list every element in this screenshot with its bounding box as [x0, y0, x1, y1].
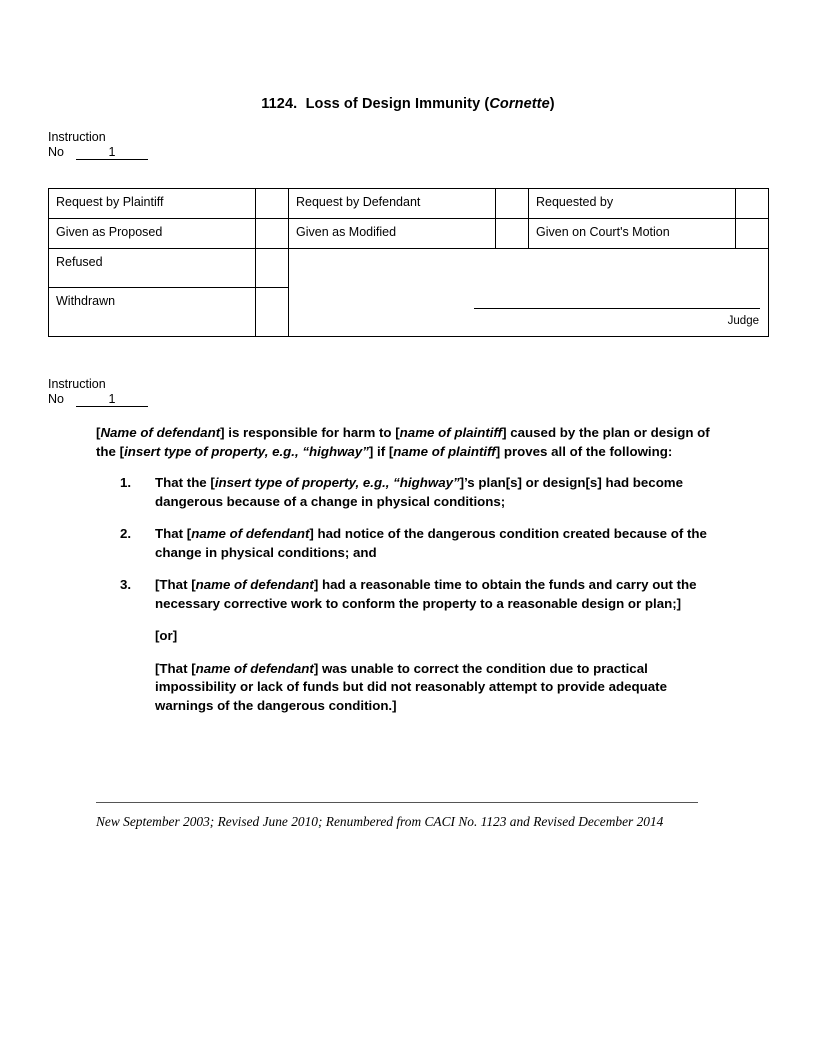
instruction-number-header-top	[48, 130, 148, 160]
or-separator: [or]	[155, 628, 178, 643]
cell-given-as-modified: Given as Modified	[289, 219, 496, 249]
cell-refused: Refused	[49, 249, 256, 288]
list-marker-1: 1.	[120, 475, 132, 490]
judge-signature-cell	[289, 249, 769, 337]
intro-paragraph	[96, 424, 716, 461]
checkbox-request-by-defendant[interactable]	[496, 189, 529, 219]
intro-part-4: ] if [	[368, 443, 394, 459]
checkbox-given-as-proposed[interactable]	[256, 219, 289, 249]
title-paren-open: (	[480, 96, 490, 112]
intro-part-3: ] caused by the plan or design of the [	[96, 425, 710, 459]
title-number: 1124.	[261, 96, 298, 112]
list-marker-2: 2.	[120, 526, 132, 541]
placeholder-name-of-plaintiff: name of plaintiff	[399, 425, 503, 440]
item3-part-2: ] had a reasonable time to obtain the funds and carry out the necessary corrective work to conform the property to a reasonable design or plan;]	[155, 577, 697, 611]
placeholder-name-of-plaintiff-2: name of plaintiff	[393, 443, 496, 459]
table-row	[49, 249, 769, 288]
placeholder-name-of-defendant: name of defendant	[195, 660, 314, 676]
instruction-body	[96, 424, 716, 715]
footer-divider	[96, 802, 698, 803]
title-case-name: Cornette	[489, 96, 550, 112]
checkbox-given-on-courts-motion[interactable]	[736, 219, 769, 249]
placeholder-name-of-defendant: name of defendant	[191, 526, 310, 541]
checkbox-given-as-modified[interactable]	[496, 219, 529, 249]
cell-given-on-courts-motion: Given on Court's Motion	[529, 219, 736, 249]
instruction-number-row	[48, 145, 148, 160]
placeholder-type-of-property: insert type of property, e.g., “highway”	[214, 475, 460, 490]
instruction-label-line2: No	[48, 145, 64, 159]
item2-part-1: That [	[155, 526, 192, 541]
alternative-paragraph	[96, 660, 716, 716]
instruction-label-line1: Instruction	[48, 377, 106, 391]
revision-history-note: New September 2003; Revised June 2010; Renumbered from CACI No. 1123 and Revised December 2014	[96, 814, 664, 829]
cell-request-by-defendant: Request by Defendant	[289, 189, 496, 219]
signature-line[interactable]	[474, 308, 760, 309]
item1-part-1: That the [	[155, 475, 215, 490]
instruction-number-header-body	[48, 377, 148, 407]
intro-part-2: ] is responsible for harm to [	[220, 425, 400, 440]
page-title	[0, 96, 816, 112]
signature-area	[296, 255, 761, 330]
instruction-label-line2: No	[48, 392, 64, 406]
checkbox-refused[interactable]	[256, 249, 289, 288]
alt-part-1: [That [	[155, 660, 196, 676]
item1-part-2: ]’s plan[s] or design[s] had become dangerous because of a change in physical conditions;	[155, 475, 684, 509]
cell-given-as-proposed: Given as Proposed	[49, 219, 256, 249]
intro-part-5: ] proves all of the following:	[495, 443, 673, 459]
instruction-number-field[interactable]: 1	[76, 145, 148, 160]
table-row	[49, 189, 769, 219]
instruction-status-table	[48, 188, 769, 337]
signature-label: Judge	[727, 315, 759, 327]
checkbox-request-by-plaintiff[interactable]	[256, 189, 289, 219]
alt-part-2: ] was unable to correct the condition due to practical impossibility or lack of funds but did not reasonably attempt to provide adequate warnings of the dangerous condition.]	[155, 660, 667, 713]
list-marker-3: 3.	[120, 577, 132, 592]
cell-requested-by: Requested by	[529, 189, 736, 219]
instruction-label-line1: Instruction	[48, 130, 106, 144]
placeholder-type-of-property: insert type of property, e.g., “highway”	[124, 443, 369, 459]
list-item	[96, 474, 716, 511]
item2-part-2: ] had notice of the dangerous condition created because of the change in physical conditions; and	[155, 526, 707, 560]
instruction-number-row	[48, 392, 148, 407]
cell-withdrawn: Withdrawn	[49, 288, 256, 337]
checkbox-withdrawn[interactable]	[256, 288, 289, 337]
list-item	[96, 576, 716, 613]
checkbox-requested-by[interactable]	[736, 189, 769, 219]
title-main: Loss of Design Immunity	[305, 96, 481, 112]
intro-part-1: [	[96, 425, 101, 440]
item3-part-1: [That [	[155, 577, 196, 592]
table-row	[49, 219, 769, 249]
title-paren-close: )	[549, 96, 555, 112]
placeholder-name-of-defendant: name of defendant	[195, 577, 314, 592]
placeholder-name-of-defendant: Name of defendant	[100, 425, 221, 440]
instruction-number-field[interactable]: 1	[76, 392, 148, 407]
cell-request-by-plaintiff: Request by Plaintiff	[49, 189, 256, 219]
list-item	[96, 525, 716, 562]
